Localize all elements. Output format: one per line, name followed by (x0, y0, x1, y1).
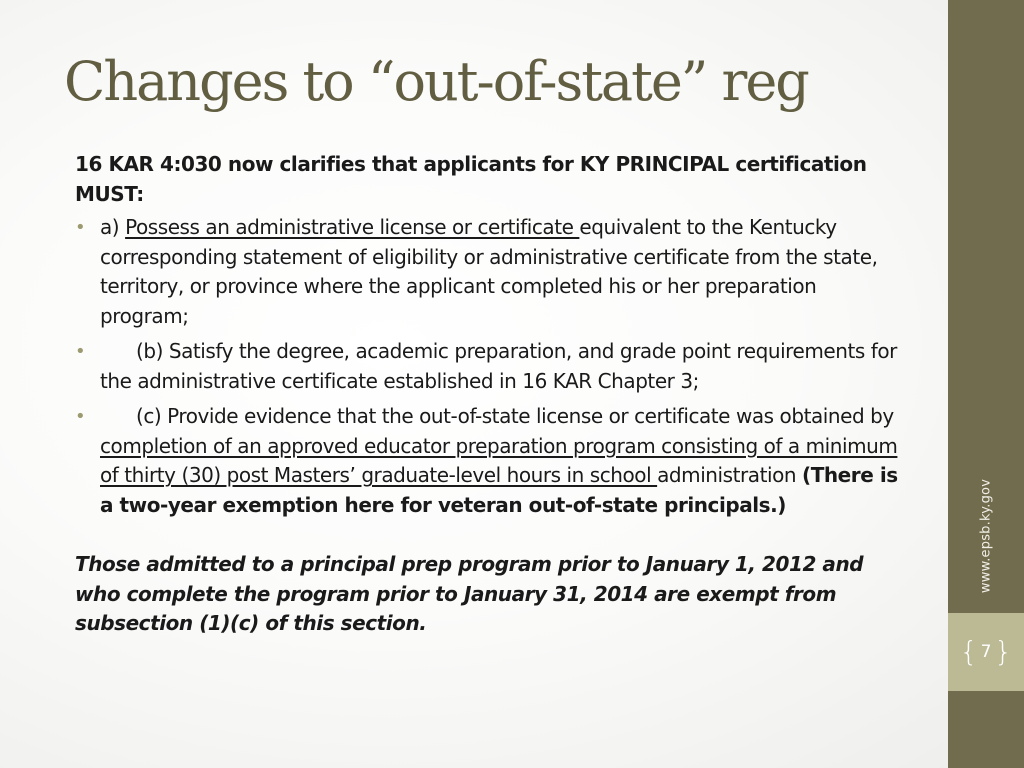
point-c-underlined: completion of an approved educator preparation program consisting of a minimum of thirty (30) post Masters’ graduate-level hours in school (100, 433, 898, 487)
exemption-footnote: Those admitted to a principal prep program prior to January 1, 2012 and who complete the program prior to January 31, 2014 are exempt from subsection (1)(c) of this section. (75, 552, 864, 635)
left-brace-icon: { (959, 634, 978, 668)
point-c-prefix: (c) Provide evidence that the out-of-state license or certificate was obtained by (136, 404, 894, 428)
slide-title: Changes to “out-of-state” reg (64, 50, 808, 113)
requirements-list (75, 213, 905, 520)
bullet-dot-icon: • (75, 217, 86, 238)
right-brace-icon: } (994, 634, 1013, 668)
point-a-prefix: a) (100, 215, 126, 239)
bullet-dot-icon: • (75, 341, 86, 362)
page-number-box (948, 613, 1024, 691)
list-item (75, 337, 905, 396)
page-number (948, 613, 1024, 691)
point-a-underlined: Possess an administrative license or certificate (125, 215, 580, 239)
bullet-dot-icon: • (75, 406, 86, 427)
point-a-text: equivalent to the Kentucky corresponding statement of eligibility or administrative certificate from the state, territory, or province where the applicant completed his or her preparation program; (100, 215, 878, 328)
list-item (75, 402, 905, 520)
slide-body (75, 150, 905, 639)
list-item (75, 213, 905, 331)
intro-text: 16 KAR 4:030 now clarifies that applicants for KY PRINCIPAL certification MUST: (75, 152, 867, 206)
point-b-text: (b) Satisfy the degree, academic preparation, and grade point requirements for the administrative certificate established in 16 KAR Chapter 3; (100, 339, 897, 393)
website-label: www.epsb.ky.gov (978, 478, 994, 594)
page-number-text: 7 (980, 642, 992, 662)
point-c-note: (There is a two-year exemption here for veteran out-of-state principals.) (100, 463, 898, 517)
point-c-text: administration (657, 463, 802, 487)
